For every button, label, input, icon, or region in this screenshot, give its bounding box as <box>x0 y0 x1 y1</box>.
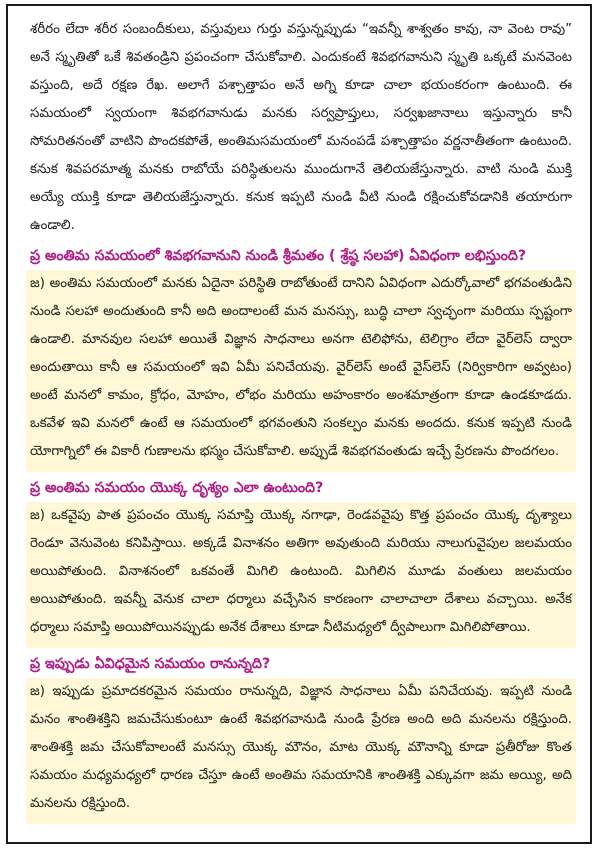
answer-1-block <box>26 270 576 472</box>
page-frame <box>6 4 592 844</box>
question-2-heading: ప్ర అంతిమ సమయం యొక్క దృశ్యం ఎలా ఉంటుంది? <box>30 480 324 496</box>
answer-2-paragraph: జ) ఒకవైపు పాత ప్రపంచం యొక్క సమాప్తి యొక్క నగాఢా, రెండవవైపు కొత్త ప్రపంచం యొక్క దృశ్యాలు రెండూ వెనువెంట కనిపిస్తాయి. అక్కడే వినాశనం అతిగా అవుతుంది మరియు నాలుగువైపుల జలమయం అయిపోతుంది. వినాశనంలో ఒకవంతే మిగిలి ఉంటుంది. మిగిలిన మూడు వంతులు జలమయం అయిపోతుంది. ఇవన్నీ వెనుక చాలా ధర్మాలు వచ్చేసిన కారణంగా చాలాచాలా దేశాలు వచ్చాయి. అనేక ధర్మాలు సమాప్తి అయిపోయినప్పుడు అనేక దేశాలు కూడా నీటిమధ్యలో ద్వీపాలుగా మిగిలిపోతాయి. <box>30 508 572 635</box>
page-content <box>8 6 590 842</box>
answer-3-block <box>26 678 576 824</box>
answer-3-paragraph: జ) ఇప్పుడు ప్రమాదకరమైన సమయం రానున్నది, విజ్ఞాన సాధనాలు ఏమీ పనిచేయవు. ఇప్పటి నుండి మనం శాంతిశక్తిని జమచేసుకుంటూ ఉంటే శివభగవానుడి నుండి ప్రేరణ అంది అది మనలను రక్షిస్తుంది. శాంతిశక్తి జమ చేసుకోవాలంటే మనస్సు యొక్క మౌనం, మాట యొక్క మౌనాన్ని కూడా ప్రతీరోజు కొంత సమయం మధ్యమధ్యలో ధారణ చేస్తూ ఉంటే అంతిమ సమయానికి శాంతిశక్తి ఎక్కువగా జమ అయ్యి, అది మనలను రక్షిస్తుంది. <box>30 684 572 811</box>
answer-1-paragraph: జ) అంతిమ సమయంలో మనకు ఏదైనా పరిస్థితి రాబోతుంటే దానిని ఏవిధంగా ఎదుర్కోవాలో భగవంతుడిని నుండి సలహా అందుతుంది కానీ అది అందాలంటే మన మనస్సు, బుద్ధి చాలా స్వచ్ఛంగా మరియు స్పష్టంగా ఉండాలి. మానవుల సలహా అయితే విజ్ఞాన సాధనాలు అనగా టెలిఫోను, టెలిగ్రాం లేదా వైర్‌లెస్ ద్వారా అందుతాయి కానీ ఆ సమయంలో ఇవి ఏమీ పనిచేయవు. వైర్‌లెస్ అంటే వైస్‌లెస్ (నిర్వికారిగా అవ్వటం) అంటే మనలో కామం, క్రోధం, మోహం, లోభం మరియు అహంకారం అంశమాత్రంగా కూడా ఉండకూడదు. ఒకవేళ ఇవి మనలో ఉంటే ఆ సమయంలో భగవంతుని సంకల్పం మనకు అందదు. కనుక ఇప్పటి నుండి యోగాగ్నిలో ఈ వికారీ గుణాలను భస్మం చేసుకోవాలి. అప్పుడే శివభగవంతుడు ఇచ్చే ప్రేరణను పొందగలం. <box>30 276 572 459</box>
answer-2-block <box>26 502 576 648</box>
question-3-heading: ప్ర ఇప్పుడు ఏవిధమైన సమయం రానున్నది? <box>30 656 271 672</box>
intro-paragraph: శరీరం లేదా శరీర సంబందీకులు, వస్తువులు గుర్తు వస్తున్నప్పుడు “ఇవన్నీ శాశ్వతం కావు, నా వెంట రావు” అనే స్మృతితో ఒకే శివతండ్రిని ప్రపంచంగా చేసుకోవాలి. ఎందుకంటే శివభగవానుని స్మృతి ఒక్కటే మనవెంట వస్తుంది, అదే రక్షణ రేఖ. అలాగే పశ్చాత్తాపం అనే అగ్ని కూడా చాలా భయంకరంగా ఉంటుంది. ఈ సమయంలో స్వయంగా శివభగవానుడు మనకు సర్వప్రాప్తులు, సర్వఖజానాలు ఇస్తున్నారు కానీ సోమరితనంతో వాటిని పొందకపోతే, అంతిమసమయంలో మనంపడే పశ్చాత్తాపం వర్ణనాతీతంగా ఉంటుంది. కనుక శివపరమాత్మ మనకు రాబోయే పరిస్థితులను ముందుగానే తెలియజేస్తున్నారు. వాటి నుండి ముక్తి అయ్యే యుక్తి కూడా తెలియజేస్తున్నారు. కనుక ఇప్పటి నుండి వీటి నుండి రక్షించుకోవడానికి తయారుగా ఉండాలి. <box>30 22 572 233</box>
question-1-heading: ప్ర అంతిమ సమయంలో శివభగవానుని నుండి శ్రీమతం ( శ్రేష్ఠ సలహా) ఏవిధంగా లభిస్తుంది? <box>30 248 527 264</box>
